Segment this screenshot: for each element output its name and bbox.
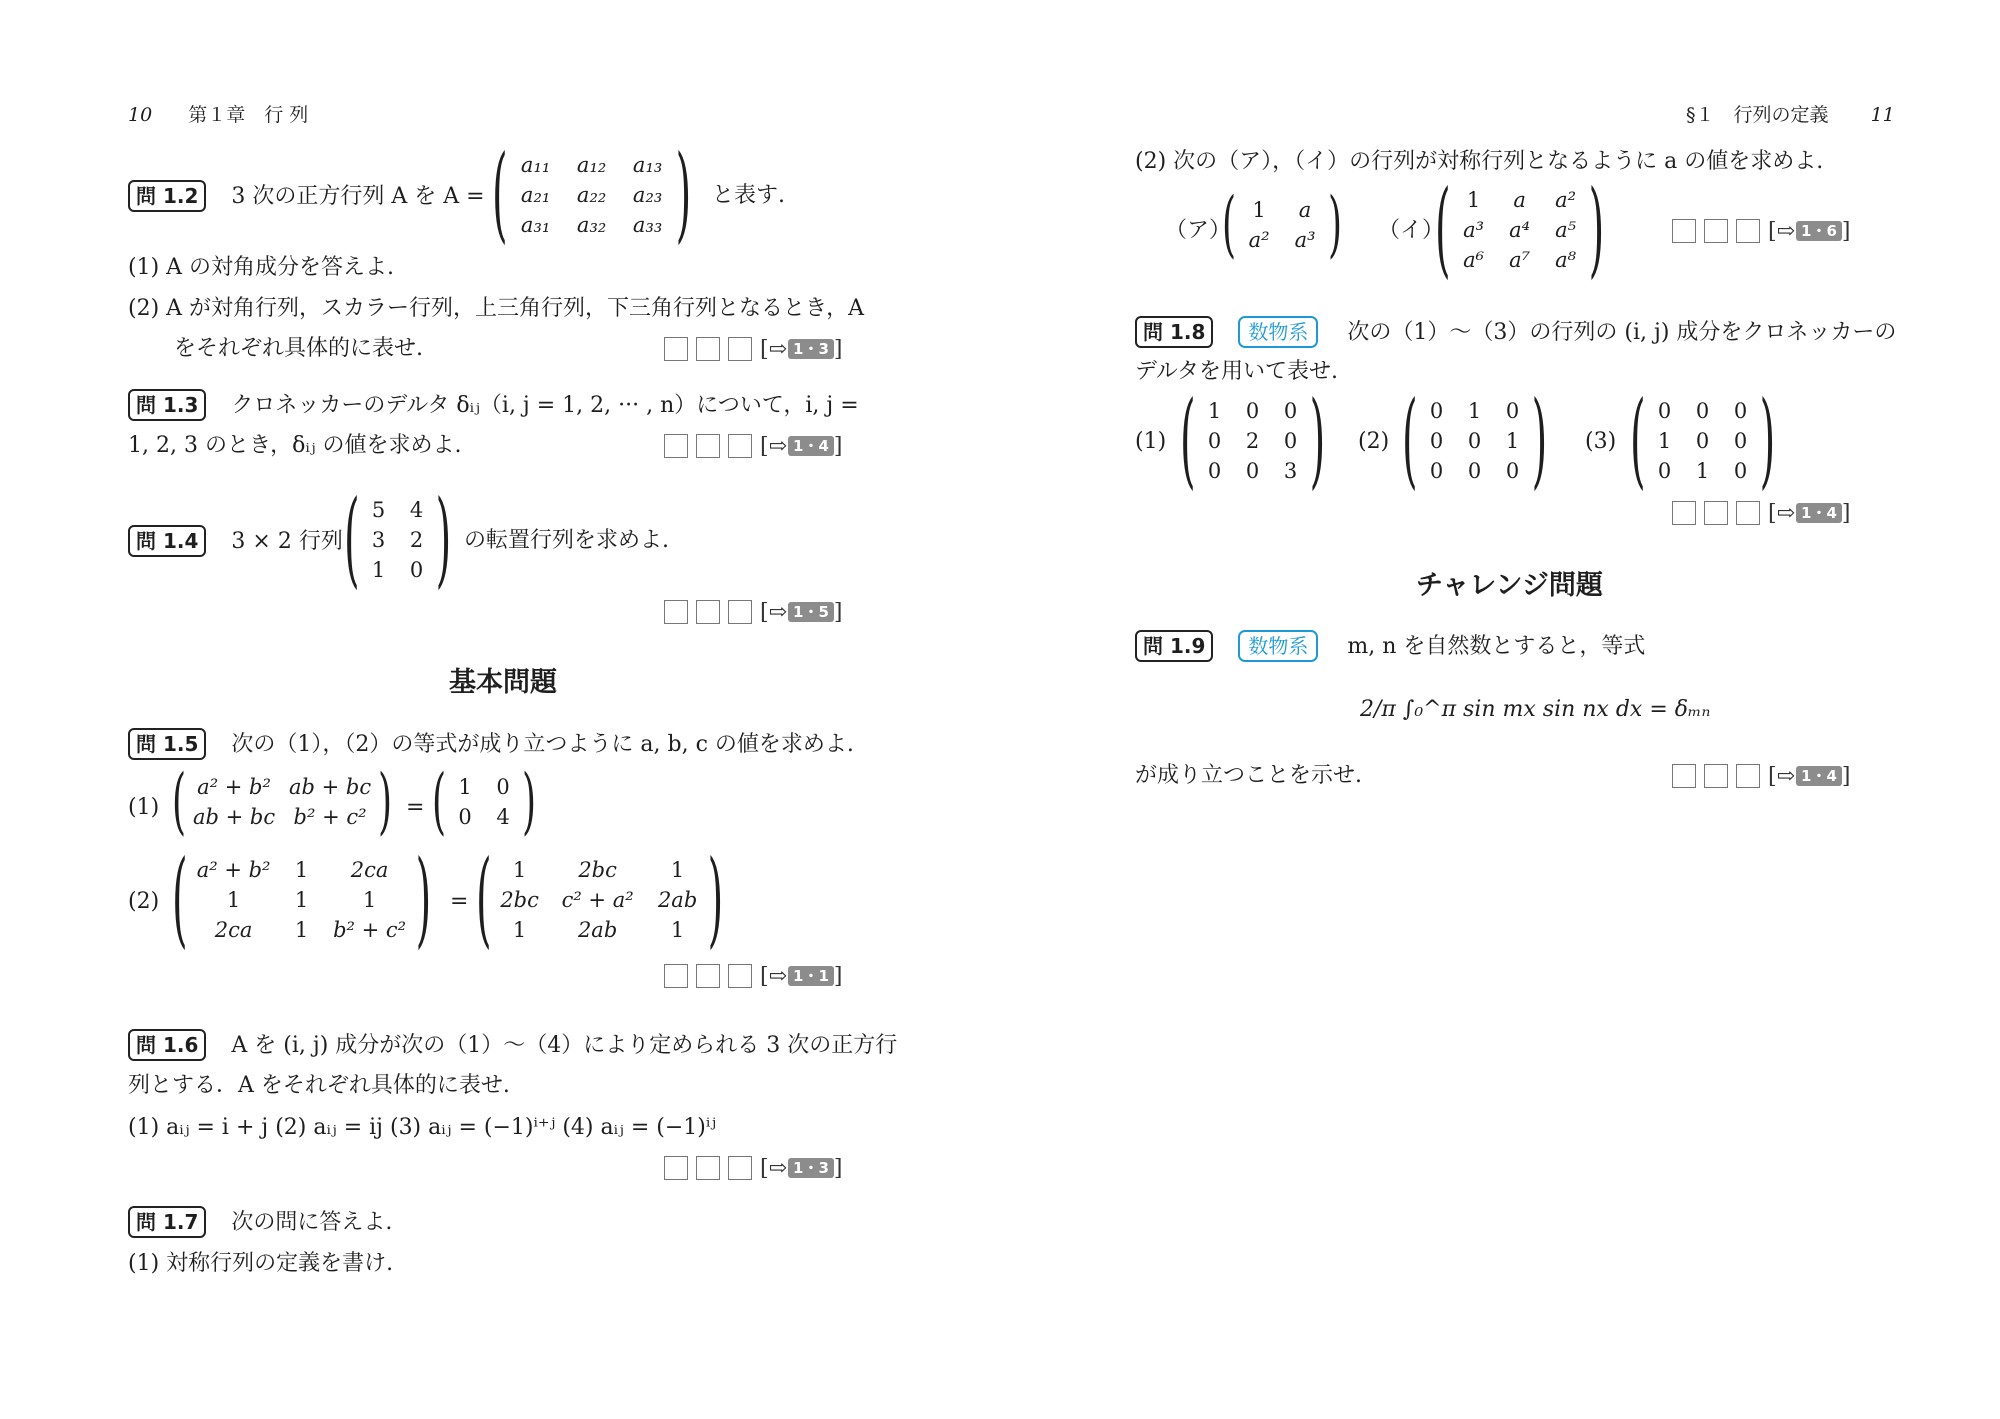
- field-tag: 数物系: [1238, 316, 1318, 348]
- checkbox[interactable]: [664, 1156, 688, 1180]
- ref-suffix: ]: [833, 599, 843, 625]
- matrix-cell: 0: [1467, 429, 1482, 453]
- matrix-grid: [360, 495, 436, 585]
- matrix-cell: 2bc: [578, 858, 617, 882]
- matrix-grid: [492, 855, 708, 945]
- matrix-cell: 1: [294, 858, 309, 882]
- matrix-cell: 3: [371, 528, 386, 552]
- item-label-b: （イ）: [1378, 218, 1445, 243]
- ref-link[interactable]: [760, 434, 843, 459]
- checkbox[interactable]: [1672, 501, 1696, 525]
- problem-1-6-line2: 列とする．A をそれぞれ具体的に表せ.: [128, 1073, 510, 1098]
- ref-prefix: [⇨: [760, 963, 788, 989]
- matrix-cell: 1: [512, 918, 527, 942]
- matrix-cell: 0: [1245, 399, 1260, 423]
- problem-label: 問 1.9: [1135, 630, 1213, 662]
- ref-suffix: ]: [833, 433, 843, 459]
- checkbox[interactable]: [1736, 219, 1760, 243]
- checkbox[interactable]: [696, 600, 720, 624]
- ref-prefix: [⇨: [760, 599, 788, 625]
- matrix-cell: c² + a²: [561, 888, 634, 912]
- matrix-cell: 0: [1429, 429, 1444, 453]
- matrix-cell: 1: [1252, 198, 1266, 222]
- integral-formula: 2/π ∫₀^π sin mx sin nx dx = δₘₙ: [1360, 697, 1711, 722]
- right-paren: ): [435, 480, 452, 600]
- problem-1-3-heading: [128, 389, 859, 422]
- matrix-cell: 1: [670, 858, 685, 882]
- problem-1-6-items: (1) aᵢⱼ = i + j (2) aᵢⱼ = ij (3) aᵢⱼ = (−1)ⁱ⁺ʲ (4) aᵢⱼ = (−1)ⁱʲ: [128, 1115, 717, 1140]
- problem-text: 3 × 2 行列: [231, 529, 343, 554]
- item-label-a: （ア）: [1165, 218, 1232, 243]
- right-paren: ): [1309, 381, 1326, 501]
- matrix-cell: 2ab: [657, 888, 698, 912]
- checkbox[interactable]: [1736, 501, 1760, 525]
- matrix-cell: a₃₁: [520, 213, 551, 237]
- matrix-cell: 1: [294, 918, 309, 942]
- matrix-cell: ab + bc: [288, 775, 372, 799]
- matrix-cell: a⁸: [1555, 248, 1577, 272]
- matrix-cell: 0: [1733, 459, 1748, 483]
- matrix-cell: a₂₂: [576, 183, 607, 207]
- problem-1-7-q2: (2) 次の（ア），（イ）の行列が対称行列となるように a の値を求めよ.: [1135, 149, 1824, 174]
- problem-text: と表す.: [712, 183, 785, 208]
- matrix-cell: a³: [1294, 228, 1316, 252]
- matrix-cell: a: [1513, 188, 1526, 212]
- ref-link[interactable]: [760, 337, 843, 362]
- problem-1-2-q1: (1) A の対角成分を答えよ.: [128, 255, 395, 280]
- matrix-cell: 0: [1657, 399, 1672, 423]
- check-ref-group: [664, 596, 843, 628]
- problem-1-9-line2: が成り立つことを示せ.: [1135, 763, 1362, 788]
- checkbox[interactable]: [664, 600, 688, 624]
- problem-label: 問 1.7: [128, 1206, 206, 1238]
- matrix-3x3: [172, 840, 432, 960]
- problem-1-6-heading: [128, 1029, 897, 1062]
- matrix-3x3: [1435, 170, 1605, 290]
- matrix-a-3x3: [492, 135, 692, 255]
- problem-text: 次の（1），（2）の等式が成り立つように a, b, c の値を求めよ.: [231, 732, 854, 757]
- matrix-cell: 1: [670, 918, 685, 942]
- checkbox[interactable]: [664, 337, 688, 361]
- page-number: 10: [128, 104, 153, 126]
- checkbox[interactable]: [696, 337, 720, 361]
- equals-sign: =: [406, 795, 425, 820]
- ref-badge: 1・1: [788, 966, 834, 986]
- right-paren: ): [1328, 184, 1343, 266]
- problem-1-9-heading: [1135, 630, 1645, 663]
- section-title: §１ 行列の定義: [1686, 104, 1829, 126]
- problem-1-3-line2: 1, 2, 3 のとき，δᵢⱼ の値を求めよ.: [128, 433, 462, 458]
- problem-text: 次の（1）〜（3）の行列の (i, j) 成分をクロネッカーの: [1347, 320, 1897, 345]
- ref-prefix: [⇨: [760, 336, 788, 362]
- matrix-cell: 2: [409, 528, 424, 552]
- problem-1-5-heading: [128, 728, 854, 761]
- matrix-cell: 1: [1466, 188, 1481, 212]
- item-number: (2): [1358, 429, 1390, 454]
- problem-1-4-heading: [128, 525, 343, 558]
- checkbox[interactable]: [1672, 764, 1696, 788]
- matrix-cell: 1: [1505, 429, 1520, 453]
- chapter-title: 第１章 行 列: [188, 104, 309, 126]
- right-paren: ): [415, 840, 432, 960]
- checkbox[interactable]: [728, 434, 752, 458]
- right-paren: ): [378, 761, 393, 843]
- left-paren: (: [1180, 381, 1196, 501]
- matrix-cell: 0: [1695, 429, 1710, 453]
- right-paren: ): [522, 761, 537, 843]
- problem-text: クロネッカーのデルタ δᵢⱼ（i, j = 1, 2, ··· , n）について，i, j =: [231, 393, 859, 418]
- matrix-cell: 1: [1467, 399, 1482, 423]
- ref-prefix: [⇨: [1768, 763, 1796, 789]
- matrix-cell: 0: [458, 805, 472, 829]
- check-ref-group: [664, 430, 843, 462]
- item-number: (1): [1135, 429, 1167, 454]
- matrix-cell: 0: [1283, 429, 1298, 453]
- checkbox[interactable]: [696, 964, 720, 988]
- ref-badge: 1・3: [788, 339, 834, 359]
- matrix-cell: 0: [1429, 399, 1444, 423]
- section-heading-challenge: チャレンジ問題: [1416, 570, 1603, 601]
- matrix-2x2: [172, 761, 393, 843]
- matrix-cell: a⁷: [1509, 248, 1531, 272]
- left-paren: (: [1630, 381, 1646, 501]
- problem-1-7-heading: [128, 1206, 392, 1239]
- matrix-cell: 0: [409, 558, 424, 582]
- matrix-cell: 0: [1245, 459, 1260, 483]
- right-paren: ): [1759, 381, 1776, 501]
- item-number: (1): [128, 795, 160, 820]
- left-paren: (: [172, 761, 187, 843]
- matrix-grid: [1418, 396, 1532, 486]
- ref-badge: 1・6: [1796, 221, 1842, 241]
- matrix-3x2: [344, 480, 452, 600]
- checkbox[interactable]: [696, 434, 720, 458]
- ref-prefix: [⇨: [760, 1155, 788, 1181]
- matrix-cell: 1: [1207, 399, 1222, 423]
- matrix-cell: 0: [1207, 459, 1222, 483]
- checkbox[interactable]: [664, 964, 688, 988]
- matrix-grid: [1236, 195, 1328, 255]
- ref-link[interactable]: [760, 600, 843, 625]
- matrix-cell: 1: [458, 775, 472, 799]
- check-ref-group: [664, 960, 843, 992]
- matrix-cell: 2bc: [500, 888, 539, 912]
- ref-link[interactable]: [760, 964, 843, 989]
- matrix-cell: 0: [1505, 459, 1520, 483]
- matrix-cell: a²: [1248, 228, 1270, 252]
- field-tag: 数物系: [1238, 630, 1318, 662]
- matrix-cell: 0: [1429, 459, 1444, 483]
- matrix-cell: 0: [496, 775, 510, 799]
- matrix-cell: b² + c²: [333, 918, 407, 942]
- left-paren: (: [432, 761, 447, 843]
- matrix-cell: 3: [1283, 459, 1298, 483]
- ref-suffix: ]: [1841, 500, 1851, 526]
- matrix-cell: a₃₃: [632, 213, 663, 237]
- matrix-cell: 1: [371, 558, 386, 582]
- check-ref-group: [664, 333, 843, 365]
- matrix-cell: ab + bc: [192, 805, 276, 829]
- checkbox[interactable]: [664, 434, 688, 458]
- matrix-cell: 5: [371, 498, 386, 522]
- matrix-cell: 2: [1245, 429, 1260, 453]
- problem-label: 問 1.8: [1135, 316, 1213, 348]
- checkbox[interactable]: [1736, 764, 1760, 788]
- ref-prefix: [⇨: [760, 433, 788, 459]
- ref-suffix: ]: [833, 1155, 843, 1181]
- problem-1-2-heading: [128, 180, 485, 213]
- ref-suffix: ]: [833, 336, 843, 362]
- matrix-grid: [1196, 396, 1310, 486]
- left-paren: (: [172, 840, 188, 960]
- matrix-grid: [188, 855, 416, 945]
- right-paren: ): [1531, 381, 1548, 501]
- matrix-cell: a: [1298, 198, 1312, 222]
- checkbox[interactable]: [728, 1156, 752, 1180]
- matrix-cell: a³: [1463, 218, 1485, 242]
- matrix-cell: 4: [409, 498, 424, 522]
- matrix-cell: 0: [1283, 399, 1298, 423]
- matrix-cell: a₁₂: [576, 153, 607, 177]
- ref-badge: 1・4: [1796, 766, 1842, 786]
- problem-1-2-q2-cont: をそれぞれ具体的に表せ.: [174, 336, 423, 361]
- ref-badge: 1・5: [788, 602, 834, 622]
- equals-sign: =: [450, 889, 469, 914]
- check-ref-group: [1672, 497, 1851, 529]
- matrix-grid: [186, 772, 378, 832]
- problem-1-7-q1: (1) 対称行列の定義を書け.: [128, 1251, 394, 1276]
- matrix-cell: a⁴: [1509, 218, 1531, 242]
- left-paren: (: [1402, 381, 1418, 501]
- ref-link[interactable]: [1768, 501, 1851, 526]
- matrix-cell: a² + b²: [196, 858, 271, 882]
- matrix-2x2: [432, 761, 537, 843]
- ref-badge: 1・4: [788, 436, 834, 456]
- checkbox[interactable]: [728, 337, 752, 361]
- section-heading-basic: 基本問題: [449, 667, 557, 698]
- left-page-header: [128, 100, 308, 127]
- matrix-cell: a²: [1555, 188, 1577, 212]
- matrix-3x3: [1630, 381, 1776, 501]
- item-number: (2): [128, 889, 160, 914]
- matrix-cell: a² + b²: [197, 775, 271, 799]
- problem-label: 問 1.6: [128, 1029, 206, 1061]
- matrix-3x3: [1402, 381, 1548, 501]
- checkbox[interactable]: [1672, 219, 1696, 243]
- check-ref-group: [1672, 215, 1851, 247]
- ref-link[interactable]: [760, 1156, 843, 1181]
- ref-badge: 1・3: [788, 1158, 834, 1178]
- ref-prefix: [⇨: [1768, 218, 1796, 244]
- matrix-cell: 0: [1733, 399, 1748, 423]
- matrix-cell: a⁵: [1555, 218, 1577, 242]
- matrix-2x2: [1222, 184, 1343, 266]
- ref-suffix: ]: [833, 963, 843, 989]
- problem-1-8-line2: デルタを用いて表せ.: [1135, 359, 1339, 384]
- ref-prefix: [⇨: [1768, 500, 1796, 526]
- ref-link[interactable]: [1768, 764, 1851, 789]
- left-paren: (: [476, 840, 492, 960]
- ref-suffix: ]: [1841, 218, 1851, 244]
- ref-link[interactable]: [1768, 219, 1851, 244]
- check-ref-group: [1672, 760, 1851, 792]
- matrix-cell: a₂₃: [632, 183, 663, 207]
- matrix-cell: a⁶: [1463, 248, 1485, 272]
- right-page-header: [1686, 100, 1895, 127]
- problem-text: 3 次の正方行列 A を A =: [231, 184, 485, 209]
- matrix-cell: a₁₃: [632, 153, 663, 177]
- matrix-cell: 1: [362, 888, 377, 912]
- matrix-cell: 4: [496, 805, 510, 829]
- left-paren: (: [492, 135, 508, 255]
- matrix-grid: [508, 150, 676, 240]
- ref-badge: 1・4: [1796, 503, 1842, 523]
- matrix-cell: 0: [1467, 459, 1482, 483]
- left-paren: (: [1222, 184, 1237, 266]
- matrix-cell: 0: [1657, 459, 1672, 483]
- matrix-cell: 1: [294, 888, 309, 912]
- matrix-cell: 1: [512, 858, 527, 882]
- problem-text: m, n を自然数とすると，等式: [1347, 634, 1646, 659]
- matrix-cell: 0: [1733, 429, 1748, 453]
- problem-label: 問 1.3: [128, 389, 206, 421]
- matrix-cell: 0: [1207, 429, 1222, 453]
- matrix-cell: 1: [226, 888, 241, 912]
- page-number: 11: [1870, 104, 1895, 126]
- right-paren: ): [675, 135, 692, 255]
- problem-text: 次の問に答えよ.: [231, 1210, 393, 1235]
- check-ref-group: [664, 1152, 843, 1184]
- problem-1-8-heading: [1135, 316, 1896, 349]
- checkbox[interactable]: [1704, 219, 1728, 243]
- problem-label: 問 1.5: [128, 728, 206, 760]
- matrix-cell: 2ca: [350, 858, 389, 882]
- matrix-cell: b² + c²: [293, 805, 367, 829]
- problem-text: の転置行列を求めよ.: [464, 528, 669, 553]
- checkbox[interactable]: [728, 600, 752, 624]
- checkbox[interactable]: [1704, 764, 1728, 788]
- matrix-cell: a₃₂: [576, 213, 607, 237]
- checkbox[interactable]: [1704, 501, 1728, 525]
- problem-text: A を (i, j) 成分が次の（1）〜（4）により定められる 3 次の正方行: [231, 1033, 898, 1058]
- problem-1-2-q2: (2) A が対角行列，スカラー行列，上三角行列，下三角行列となるとき，A: [128, 296, 865, 321]
- matrix-3x3: [1180, 381, 1326, 501]
- matrix-3x3: [476, 840, 724, 960]
- checkbox[interactable]: [728, 964, 752, 988]
- matrix-grid: [446, 772, 522, 832]
- matrix-cell: 1: [1695, 459, 1710, 483]
- ref-suffix: ]: [1841, 763, 1851, 789]
- item-number: (3): [1585, 429, 1617, 454]
- matrix-cell: 2ca: [214, 918, 253, 942]
- left-paren: (: [344, 480, 360, 600]
- problem-label: 問 1.2: [128, 180, 206, 212]
- right-paren: ): [707, 840, 724, 960]
- checkbox[interactable]: [696, 1156, 720, 1180]
- right-paren: ): [1588, 170, 1605, 290]
- matrix-cell: 0: [1505, 399, 1520, 423]
- problem-label: 問 1.4: [128, 525, 206, 557]
- matrix-cell: a₁₁: [520, 153, 551, 177]
- matrix-cell: 0: [1695, 399, 1710, 423]
- matrix-grid: [1646, 396, 1760, 486]
- matrix-cell: 1: [1657, 429, 1672, 453]
- matrix-cell: 2ab: [577, 918, 618, 942]
- matrix-cell: a₂₁: [520, 183, 551, 207]
- matrix-grid: [1451, 185, 1589, 275]
- left-paren: (: [1435, 170, 1451, 290]
